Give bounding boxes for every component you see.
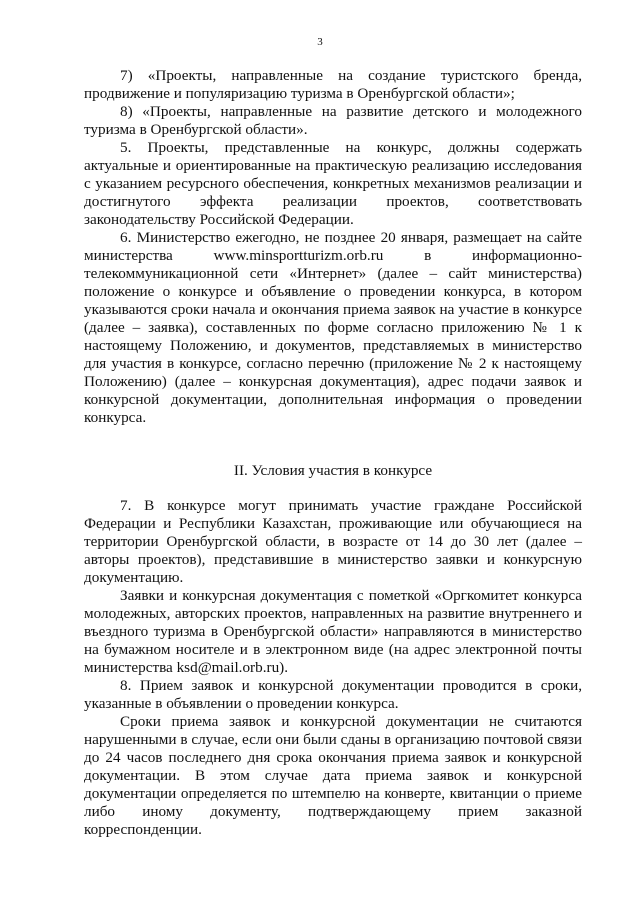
page-number: 3 bbox=[317, 36, 323, 48]
section-heading: II. Условия участия в конкурсе bbox=[233, 462, 433, 479]
paragraph-submission-address: Заявки и конкурсная документация с пометкой «Оргкомитет конкурса молодежных, авторских проектов, направленных на развитие внутреннего и въездного туризма в Оренбургской области» направляются в министерство на бумажном носителе и в электронном виде (на адрес электронной почты министерства ksd@mail.orb.ru). bbox=[84, 587, 582, 676]
paragraph-item-7-tourism-brand: 7) «Проекты, направленные на создание туристского бренда, продвижение и популяризацию туризма в Оренбургской области»; bbox=[84, 67, 582, 102]
document-body bbox=[84, 67, 582, 839]
paragraph-clause-6: 6. Министерство ежегодно, не позднее 20 января, размещает на сайте министерства www.minsportturizm.orb.ru в информационно-телекоммуникационной сети «Интернет» (далее – сайт министерства) положение о конкурсе и объявление о проведении конкурса, в котором указываются сроки начала и окончания приема заявок на участие в конкурсе (далее – заявка), составленных по форме согласно приложению № 1 к настоящему Положению, и документов, представляемых в министерство для участия в конкурсе, согласно перечню (приложение № 2 к настоящему Положению) (далее – конкурсная документация), адрес подачи заявок и конкурсной документации, дополнительная информация о проведении конкурса. bbox=[84, 229, 582, 426]
paragraph-item-8-youth-tourism: 8) «Проекты, направленные на развитие детского и молодежного туризма в Оренбургской области». bbox=[84, 103, 582, 138]
paragraph-clause-5: 5. Проекты, представленные на конкурс, должны содержать актуальные и ориентированные на практическую реализацию исследования с указанием ресурсного обеспечения, конкретных механизмов реализации и достигнутого эффекта реализации проектов, соответствовать законодательству Российской Федерации. bbox=[84, 139, 582, 228]
paragraph-deadline-rules: Сроки приема заявок и конкурсной документации не считаются нарушенными в случае, если они были сданы в организацию почтовой связи до 24 часов последнего дня срока окончания приема заявок и конкурсной документации. В этом случае дата приема заявок и конкурсной документации определяется по штемпелю на конверте, квитанции о приеме либо иному документу, подтверждающему прием заказной корреспонденции. bbox=[84, 713, 582, 838]
paragraph-clause-7: 7. В конкурсе могут принимать участие граждане Российской Федерации и Республики Казахстан, проживающие или обучающиеся на территории Оренбургской области, в возрасте от 14 до 30 лет (далее – авторы проектов), представившие в министерство заявки и конкурсную документацию. bbox=[84, 497, 582, 586]
paragraph-clause-8: 8. Прием заявок и конкурсной документации проводится в сроки, указанные в объявлении о проведении конкурса. bbox=[84, 677, 582, 712]
